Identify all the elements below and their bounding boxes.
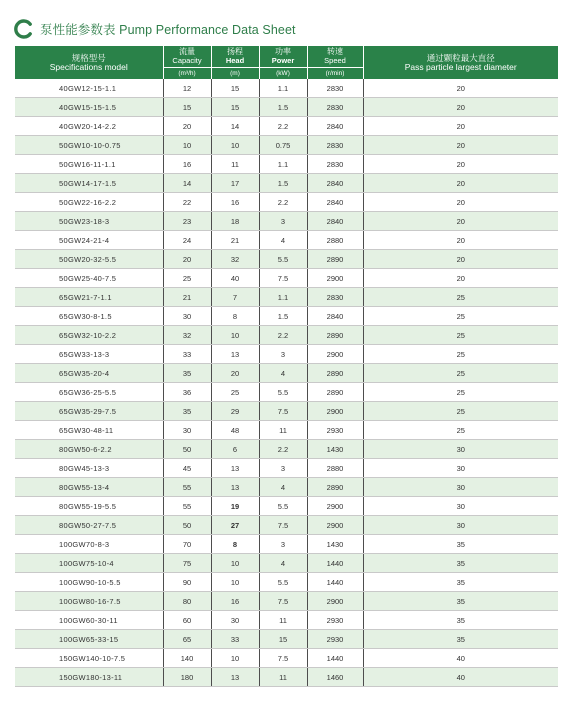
capacity-cell: 70 <box>163 535 211 554</box>
power-cell: 5.5 <box>259 573 307 592</box>
head-cell: 17 <box>211 174 259 193</box>
speed-cell: 2880 <box>307 231 363 250</box>
particle-cell: 30 <box>363 516 558 535</box>
power-cell: 3 <box>259 535 307 554</box>
head-cell: 33 <box>211 630 259 649</box>
power-cell: 7.5 <box>259 592 307 611</box>
power-cell: 4 <box>259 231 307 250</box>
particle-cell: 25 <box>363 383 558 402</box>
table-row <box>15 402 558 421</box>
head-cell: 32 <box>211 250 259 269</box>
power-cell: 0.75 <box>259 136 307 155</box>
speed-cell: 2890 <box>307 250 363 269</box>
power-cell: 3 <box>259 212 307 231</box>
model-cell: 50GW23-18-3 <box>15 212 163 231</box>
table-row <box>15 649 558 668</box>
capacity-cell: 36 <box>163 383 211 402</box>
speed-cell: 2830 <box>307 136 363 155</box>
capacity-cell: 80 <box>163 592 211 611</box>
particle-cell: 25 <box>363 402 558 421</box>
particle-cell: 20 <box>363 79 558 98</box>
table-row <box>15 136 558 155</box>
particle-cell: 20 <box>363 212 558 231</box>
particle-cell: 20 <box>363 250 558 269</box>
model-cell: 80GW45-13-3 <box>15 459 163 478</box>
speed-cell: 2840 <box>307 174 363 193</box>
particle-cell: 25 <box>363 307 558 326</box>
head-cell: 48 <box>211 421 259 440</box>
particle-cell: 20 <box>363 231 558 250</box>
power-cell: 4 <box>259 554 307 573</box>
particle-cell: 25 <box>363 421 558 440</box>
speed-cell: 1440 <box>307 649 363 668</box>
capacity-cell: 20 <box>163 117 211 136</box>
power-cell: 5.5 <box>259 497 307 516</box>
power-cell: 1.5 <box>259 174 307 193</box>
head-cell: 29 <box>211 402 259 421</box>
model-cell: 65GW30-48-11 <box>15 421 163 440</box>
particle-cell: 35 <box>363 611 558 630</box>
table-row <box>15 307 558 326</box>
particle-cell: 40 <box>363 668 558 687</box>
head-cell: 16 <box>211 193 259 212</box>
speed-cell: 2840 <box>307 117 363 136</box>
head-cell: 10 <box>211 573 259 592</box>
model-cell: 50GW16-11-1.1 <box>15 155 163 174</box>
model-cell: 40GW20-14-2.2 <box>15 117 163 136</box>
particle-cell: 20 <box>363 117 558 136</box>
power-cell: 15 <box>259 630 307 649</box>
head-cell: 10 <box>211 554 259 573</box>
speed-cell: 1460 <box>307 668 363 687</box>
table-row <box>15 478 558 497</box>
particle-cell: 20 <box>363 269 558 288</box>
power-cell: 5.5 <box>259 250 307 269</box>
table-row <box>15 79 558 98</box>
speed-cell: 2900 <box>307 269 363 288</box>
head-cell: 8 <box>211 307 259 326</box>
capacity-cell: 10 <box>163 136 211 155</box>
power-cell: 11 <box>259 668 307 687</box>
head-cell: 25 <box>211 383 259 402</box>
model-cell: 150GW140-10-7.5 <box>15 649 163 668</box>
power-cell: 1.5 <box>259 98 307 117</box>
particle-cell: 20 <box>363 98 558 117</box>
header-model: 规格型号 Specifications model <box>15 46 163 79</box>
power-cell: 2.2 <box>259 326 307 345</box>
power-cell: 5.5 <box>259 383 307 402</box>
model-cell: 40GW15-15-1.5 <box>15 98 163 117</box>
table-row <box>15 611 558 630</box>
capacity-cell: 24 <box>163 231 211 250</box>
table-row <box>15 516 558 535</box>
head-cell: 8 <box>211 535 259 554</box>
table-header-row <box>15 46 558 79</box>
power-cell: 7.5 <box>259 402 307 421</box>
table-row <box>15 459 558 478</box>
speed-cell: 1430 <box>307 440 363 459</box>
power-cell: 1.1 <box>259 155 307 174</box>
particle-cell: 35 <box>363 630 558 649</box>
capacity-cell: 33 <box>163 345 211 364</box>
page-title: 泵性能参数表 Pump Performance Data Sheet <box>40 23 296 37</box>
pump-performance-table <box>15 46 558 687</box>
model-cell: 65GW21-7-1.1 <box>15 288 163 307</box>
model-cell: 150GW180-13-11 <box>15 668 163 687</box>
table-body <box>15 79 558 687</box>
particle-cell: 25 <box>363 345 558 364</box>
head-cell: 30 <box>211 611 259 630</box>
power-cell: 1.1 <box>259 79 307 98</box>
model-cell: 80GW50-6-2.2 <box>15 440 163 459</box>
particle-cell: 20 <box>363 193 558 212</box>
head-cell: 13 <box>211 668 259 687</box>
table-row <box>15 117 558 136</box>
table-row <box>15 554 558 573</box>
head-cell: 6 <box>211 440 259 459</box>
model-cell: 100GW65-33-15 <box>15 630 163 649</box>
table-row <box>15 212 558 231</box>
header-speed: 转速 Speed (r/min) <box>307 46 363 79</box>
head-cell: 10 <box>211 326 259 345</box>
model-cell: 50GW10-10-0.75 <box>15 136 163 155</box>
power-cell: 4 <box>259 478 307 497</box>
table-row <box>15 440 558 459</box>
capacity-cell: 65 <box>163 630 211 649</box>
capacity-cell: 60 <box>163 611 211 630</box>
speed-cell: 2890 <box>307 326 363 345</box>
model-cell: 50GW22-16-2.2 <box>15 193 163 212</box>
power-cell: 11 <box>259 421 307 440</box>
speed-cell: 2830 <box>307 79 363 98</box>
speed-cell: 2840 <box>307 307 363 326</box>
speed-cell: 2900 <box>307 516 363 535</box>
table-row <box>15 630 558 649</box>
capacity-cell: 30 <box>163 307 211 326</box>
table-row <box>15 250 558 269</box>
title-bar <box>14 18 296 40</box>
table-row <box>15 364 558 383</box>
capacity-cell: 25 <box>163 269 211 288</box>
speed-cell: 2880 <box>307 459 363 478</box>
power-cell: 2.2 <box>259 117 307 136</box>
capacity-cell: 180 <box>163 668 211 687</box>
power-cell: 2.2 <box>259 440 307 459</box>
power-cell: 1.1 <box>259 288 307 307</box>
capacity-cell: 50 <box>163 516 211 535</box>
capacity-cell: 90 <box>163 573 211 592</box>
speed-cell: 2930 <box>307 630 363 649</box>
particle-cell: 20 <box>363 155 558 174</box>
model-cell: 65GW36-25-5.5 <box>15 383 163 402</box>
model-cell: 50GW14-17-1.5 <box>15 174 163 193</box>
head-cell: 19 <box>211 497 259 516</box>
speed-cell: 2830 <box>307 155 363 174</box>
particle-cell: 30 <box>363 440 558 459</box>
capacity-cell: 55 <box>163 478 211 497</box>
table-row <box>15 98 558 117</box>
head-cell: 10 <box>211 649 259 668</box>
model-cell: 100GW90-10-5.5 <box>15 573 163 592</box>
table-row <box>15 497 558 516</box>
table-row <box>15 421 558 440</box>
capacity-cell: 75 <box>163 554 211 573</box>
particle-cell: 40 <box>363 649 558 668</box>
particle-cell: 20 <box>363 136 558 155</box>
power-cell: 2.2 <box>259 193 307 212</box>
particle-cell: 30 <box>363 459 558 478</box>
head-cell: 18 <box>211 212 259 231</box>
capacity-cell: 45 <box>163 459 211 478</box>
model-cell: 50GW20-32-5.5 <box>15 250 163 269</box>
model-cell: 80GW55-13-4 <box>15 478 163 497</box>
table-row <box>15 535 558 554</box>
model-cell: 100GW60-30-11 <box>15 611 163 630</box>
model-cell: 80GW50-27-7.5 <box>15 516 163 535</box>
speed-cell: 2900 <box>307 345 363 364</box>
speed-cell: 1430 <box>307 535 363 554</box>
model-cell: 80GW55-19-5.5 <box>15 497 163 516</box>
head-cell: 27 <box>211 516 259 535</box>
power-cell: 7.5 <box>259 516 307 535</box>
table-row <box>15 573 558 592</box>
model-cell: 65GW30-8-1.5 <box>15 307 163 326</box>
particle-cell: 20 <box>363 174 558 193</box>
capacity-cell: 35 <box>163 364 211 383</box>
table-row <box>15 269 558 288</box>
table-row <box>15 345 558 364</box>
model-cell: 65GW32-10-2.2 <box>15 326 163 345</box>
model-cell: 100GW75-10-4 <box>15 554 163 573</box>
power-cell: 3 <box>259 459 307 478</box>
model-cell: 65GW35-29-7.5 <box>15 402 163 421</box>
particle-cell: 35 <box>363 573 558 592</box>
capacity-cell: 16 <box>163 155 211 174</box>
header-capacity: 流量 Capacity (m³/h) <box>163 46 211 79</box>
power-cell: 11 <box>259 611 307 630</box>
speed-cell: 1440 <box>307 573 363 592</box>
capacity-cell: 50 <box>163 440 211 459</box>
head-cell: 20 <box>211 364 259 383</box>
table-row <box>15 231 558 250</box>
head-cell: 40 <box>211 269 259 288</box>
head-cell: 15 <box>211 79 259 98</box>
head-cell: 13 <box>211 478 259 497</box>
capacity-cell: 32 <box>163 326 211 345</box>
particle-cell: 35 <box>363 554 558 573</box>
table-row <box>15 193 558 212</box>
green-c-logo-icon <box>14 19 34 39</box>
particle-cell: 25 <box>363 364 558 383</box>
head-cell: 21 <box>211 231 259 250</box>
speed-cell: 2900 <box>307 402 363 421</box>
power-cell: 3 <box>259 345 307 364</box>
model-cell: 100GW80-16-7.5 <box>15 592 163 611</box>
table-row <box>15 174 558 193</box>
head-cell: 11 <box>211 155 259 174</box>
model-cell: 100GW70-8-3 <box>15 535 163 554</box>
particle-cell: 35 <box>363 592 558 611</box>
particle-cell: 35 <box>363 535 558 554</box>
capacity-cell: 30 <box>163 421 211 440</box>
head-cell: 15 <box>211 98 259 117</box>
speed-cell: 2930 <box>307 421 363 440</box>
power-cell: 1.5 <box>259 307 307 326</box>
table-row <box>15 592 558 611</box>
header-power: 功率 Power (kW) <box>259 46 307 79</box>
capacity-cell: 12 <box>163 79 211 98</box>
speed-cell: 2900 <box>307 497 363 516</box>
table-row <box>15 326 558 345</box>
particle-cell: 30 <box>363 478 558 497</box>
speed-cell: 2890 <box>307 383 363 402</box>
model-cell: 40GW12-15-1.1 <box>15 79 163 98</box>
power-cell: 7.5 <box>259 649 307 668</box>
power-cell: 4 <box>259 364 307 383</box>
speed-cell: 2890 <box>307 478 363 497</box>
capacity-cell: 23 <box>163 212 211 231</box>
power-cell: 7.5 <box>259 269 307 288</box>
speed-cell: 2930 <box>307 611 363 630</box>
speed-cell: 2830 <box>307 288 363 307</box>
capacity-cell: 20 <box>163 250 211 269</box>
capacity-cell: 21 <box>163 288 211 307</box>
model-cell: 65GW35-20-4 <box>15 364 163 383</box>
speed-cell: 2840 <box>307 193 363 212</box>
particle-cell: 25 <box>363 288 558 307</box>
header-head: 扬程 Head (m) <box>211 46 259 79</box>
speed-cell: 2830 <box>307 98 363 117</box>
speed-cell: 1440 <box>307 554 363 573</box>
speed-cell: 2840 <box>307 212 363 231</box>
capacity-cell: 35 <box>163 402 211 421</box>
table-row <box>15 668 558 687</box>
head-cell: 14 <box>211 117 259 136</box>
table-row <box>15 155 558 174</box>
head-cell: 7 <box>211 288 259 307</box>
head-cell: 10 <box>211 136 259 155</box>
capacity-cell: 55 <box>163 497 211 516</box>
capacity-cell: 15 <box>163 98 211 117</box>
head-cell: 16 <box>211 592 259 611</box>
table-row <box>15 383 558 402</box>
particle-cell: 25 <box>363 326 558 345</box>
capacity-cell: 140 <box>163 649 211 668</box>
speed-cell: 2900 <box>307 592 363 611</box>
header-particle: 通过颗粒最大直径 Pass particle largest diameter <box>363 46 558 79</box>
model-cell: 65GW33-13-3 <box>15 345 163 364</box>
head-cell: 13 <box>211 345 259 364</box>
table-row <box>15 288 558 307</box>
model-cell: 50GW24-21-4 <box>15 231 163 250</box>
particle-cell: 30 <box>363 497 558 516</box>
speed-cell: 2890 <box>307 364 363 383</box>
model-cell: 50GW25-40-7.5 <box>15 269 163 288</box>
capacity-cell: 22 <box>163 193 211 212</box>
head-cell: 13 <box>211 459 259 478</box>
capacity-cell: 14 <box>163 174 211 193</box>
